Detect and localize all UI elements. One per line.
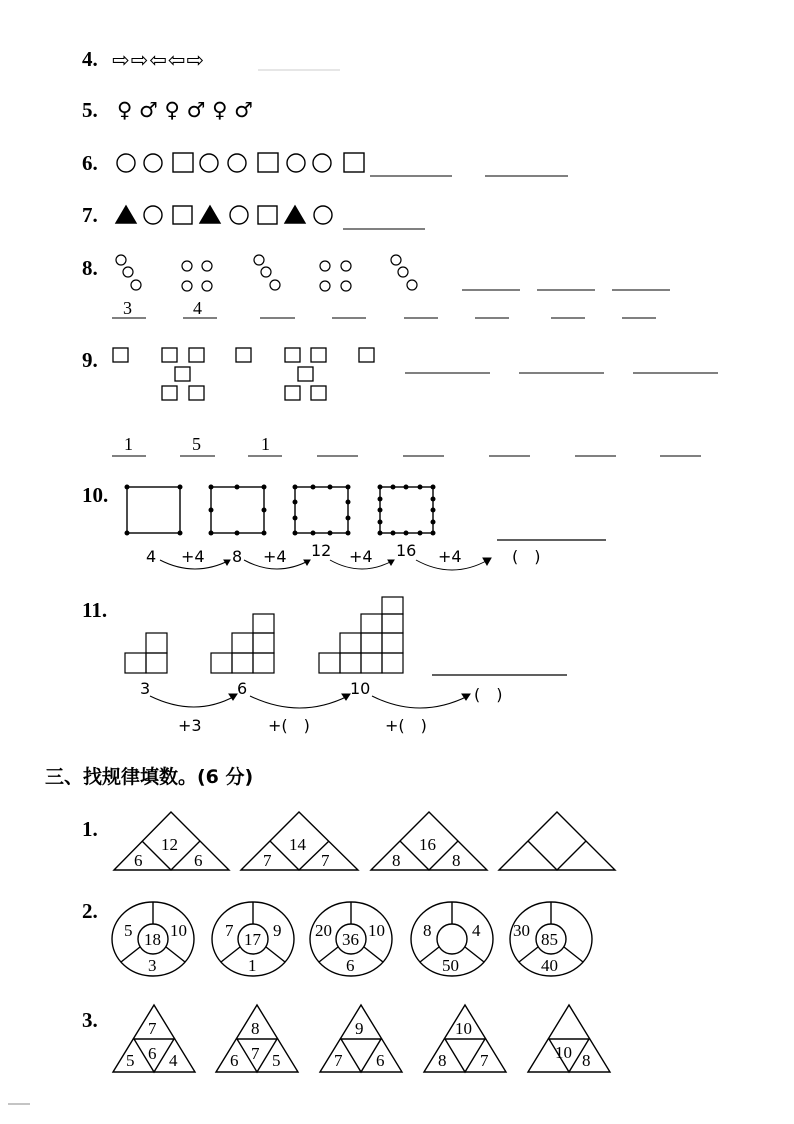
q10-value-1: 8 (232, 547, 243, 566)
s3q3-t4-right: 7 (480, 1051, 489, 1070)
s3q1-t2-right: 7 (321, 851, 330, 870)
s3q2-c2-left: 7 (225, 921, 234, 940)
q6-number: 6. (82, 151, 98, 175)
q10-step-4: +4 (438, 547, 462, 566)
q5-number: 5. (82, 98, 98, 122)
s3q2-c5-left: 30 (513, 921, 530, 940)
s3q3-t3-left: 7 (334, 1051, 343, 1070)
s3q3-triangle-3[interactable] (320, 1005, 402, 1072)
q9-count-2: 5 (192, 434, 201, 454)
q10-value-3: 16 (396, 541, 417, 560)
q10-number: 10. (82, 483, 109, 507)
s3q2-c1-right: 10 (170, 921, 187, 940)
q9-count-3: 1 (261, 434, 270, 454)
s3q3-t2-mid: 7 (251, 1044, 260, 1063)
s3q1-number: 1. (82, 817, 98, 841)
s3q2-c3-bottom: 6 (346, 956, 355, 975)
q7-shape-sequence (116, 206, 332, 224)
s3q3-number: 3. (82, 1008, 98, 1032)
s3q2-c2-center: 17 (244, 930, 261, 949)
q10-value-2: 12 (311, 541, 332, 560)
q7-number: 7. (82, 203, 98, 227)
s3q3-t2-left: 6 (230, 1051, 239, 1070)
s3q1-t3-left: 8 (392, 851, 401, 870)
q9-count-1: 1 (124, 434, 133, 454)
q10-dots (125, 485, 436, 536)
s3q2-c2-right: 9 (273, 921, 282, 940)
s3q3-t3-top: 9 (355, 1019, 364, 1038)
q4-arrow-sequence: ⇨⇨⇦⇦⇨ (112, 48, 205, 72)
s3q2-c3-left: 20 (315, 921, 332, 940)
s3q2-c5-bottom: 40 (541, 956, 558, 975)
s3q1-t2-left: 7 (263, 851, 272, 870)
s3q2-c4-bottom: 50 (442, 956, 459, 975)
q11-step-1: +3 (178, 716, 202, 735)
s3q2-c3-right: 10 (368, 921, 385, 940)
q11-staircase-2 (211, 614, 274, 673)
s3q1-t1-top: 12 (161, 835, 178, 854)
s3q1-t1-right: 6 (194, 851, 203, 870)
s3q3-t1-top: 7 (148, 1019, 157, 1038)
q6-shape-sequence (117, 153, 364, 172)
s3q3-t1-mid: 6 (148, 1044, 157, 1063)
q10-step-2: +4 (263, 547, 287, 566)
q11-number: 11. (82, 598, 108, 622)
q8-number: 8. (82, 256, 98, 280)
s3q2-number: 2. (82, 899, 98, 923)
q11-staircase-3 (319, 597, 403, 673)
s3q1-t2-top: 14 (289, 835, 306, 854)
q5-gender-symbols: ♀ ♂ ♀ ♂ ♀ ♂ (117, 98, 253, 122)
q11-value-1: 3 (140, 679, 151, 698)
s3q1-t1-left: 6 (134, 851, 143, 870)
q11-step-2[interactable]: +( ) (268, 716, 310, 735)
q11-value-3: 10 (350, 679, 371, 698)
s3q2-c5-center: 85 (541, 930, 558, 949)
q10-blank[interactable]: ( ) (512, 547, 541, 566)
q8-count-2: 4 (193, 298, 202, 318)
s3q3-t5-mid: 10 (555, 1043, 572, 1062)
q4-number: 4. (82, 47, 98, 71)
q8-count-1: 3 (123, 298, 132, 318)
q10-dotted-squares (127, 487, 433, 533)
s3q3-t2-right: 5 (272, 1051, 281, 1070)
s3q3-t4-left: 8 (438, 1051, 447, 1070)
s3q3-t2-top: 8 (251, 1019, 260, 1038)
q9-square-patterns (113, 348, 374, 400)
q11-staircase-1 (125, 633, 167, 673)
s3q1-t3-top: 16 (419, 835, 436, 854)
s3q2-c1-center: 18 (144, 930, 161, 949)
q10-start: 4 (146, 547, 157, 566)
s3q2-c1-left: 5 (124, 921, 133, 940)
q10-step-3: +4 (349, 547, 373, 566)
s3q1-triangle-4[interactable] (499, 812, 615, 870)
s3q3-t4-top: 10 (455, 1019, 472, 1038)
q11-step-arrows (150, 694, 470, 708)
s3q3-t1-right: 4 (169, 1051, 178, 1070)
s3q2-c3-center: 36 (342, 930, 359, 949)
q11-step-3[interactable]: +( ) (385, 716, 427, 735)
s3q3-triangle-4[interactable] (424, 1005, 506, 1072)
s3q2-c4-right: 4 (472, 921, 481, 940)
s3q2-c4-left: 8 (423, 921, 432, 940)
s3q1-t3-right: 8 (452, 851, 461, 870)
q11-value-2: 6 (237, 679, 248, 698)
s3q3-t5-right: 8 (582, 1051, 591, 1070)
q10-step-1: +4 (181, 547, 205, 566)
q8-circle-patterns (116, 255, 417, 291)
s3q3-t3-right: 6 (376, 1051, 385, 1070)
s3q2-c1-bottom: 3 (148, 956, 157, 975)
s3q3-t1-left: 5 (126, 1051, 135, 1070)
q9-number: 9. (82, 348, 98, 372)
section3-title: 三、找规律填数。(6 分) (45, 766, 254, 788)
s3q2-c2-bottom: 1 (248, 956, 257, 975)
q11-blank[interactable]: ( ) (474, 685, 503, 704)
